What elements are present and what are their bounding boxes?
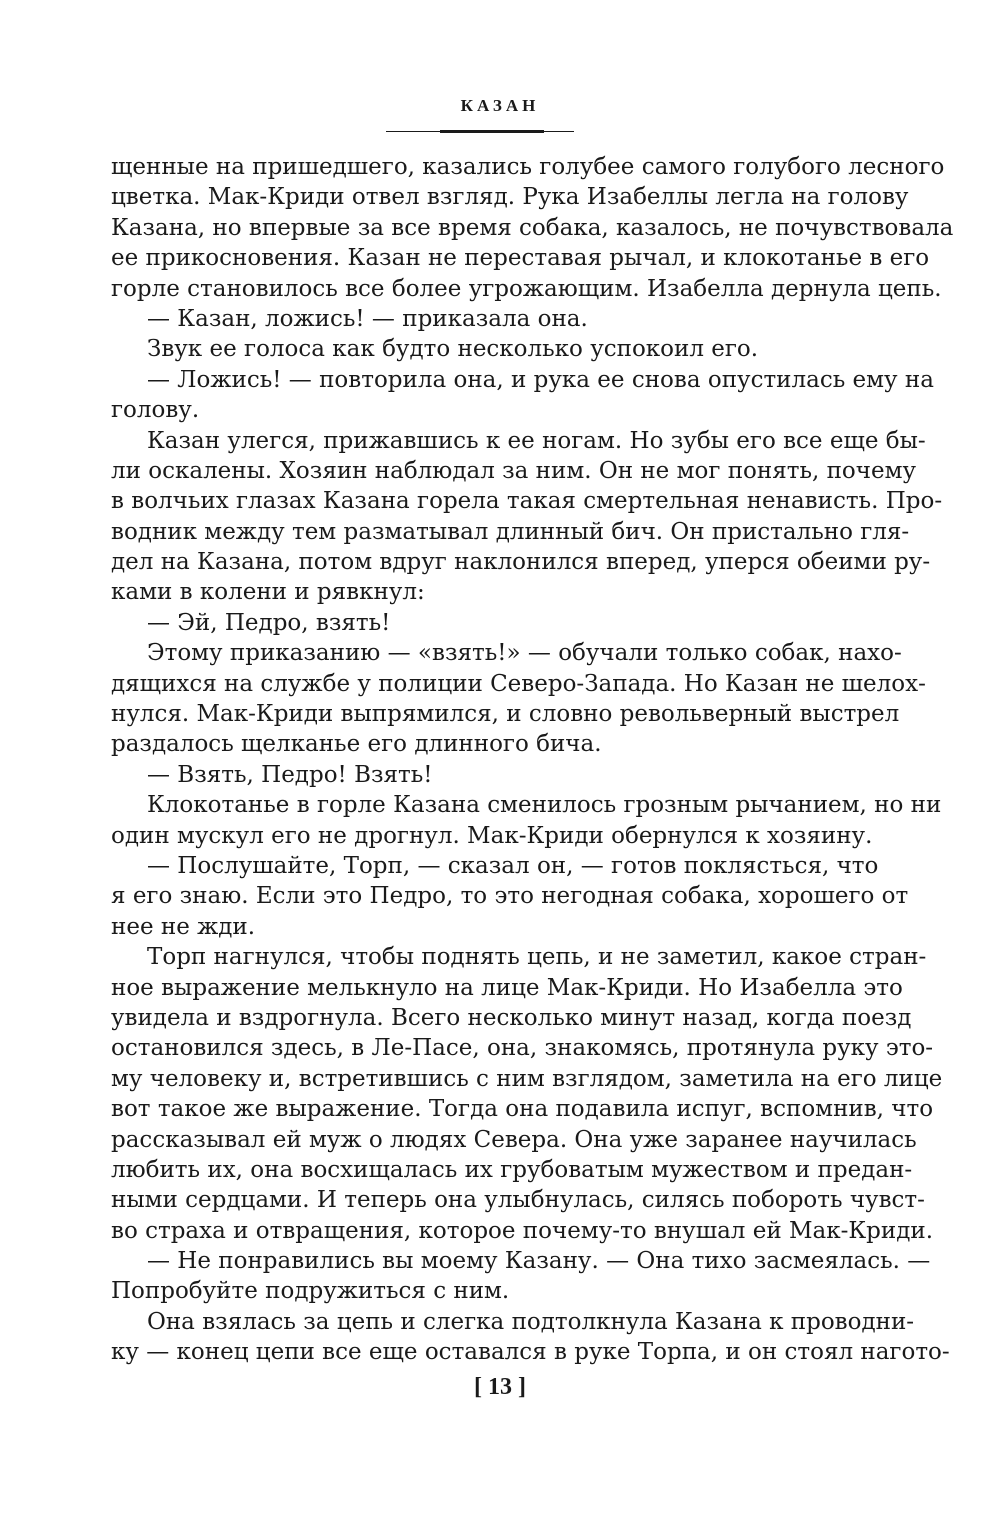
text-line: дящихся на службе у полиции Северо-Запада. Но Казан не шелох- bbox=[111, 670, 926, 697]
text-line: рассказывал ей муж о людях Севера. Она уже заранее научилась bbox=[111, 1126, 917, 1153]
text-line: один мускул его не дрогнул. Мак-Криди обернулся к хозяину. bbox=[111, 822, 873, 849]
text-line: горле становилось все более угрожающим. Изабелла дернула цепь. bbox=[111, 275, 942, 302]
text-line: нулся. Мак-Криди выпрямился, и словно револьверный выстрел bbox=[111, 701, 900, 728]
text-line: увидела и вздрогнула. Всего несколько минут назад, когда поезд bbox=[111, 1004, 912, 1031]
text-line: Она взялась за цепь и слегка подтолкнула Казана к проводни- bbox=[147, 1308, 915, 1335]
text-line: ными сердцами. И теперь она улыбнулась, силясь побороть чувст- bbox=[111, 1187, 925, 1214]
text-line: голову. bbox=[111, 397, 200, 424]
text-line: я его знаю. Если это Педро, то это негодная собака, хорошего от bbox=[111, 883, 909, 910]
text-line: цветка. Мак-Криди отвел взгляд. Рука Изабеллы легла на голову bbox=[111, 184, 909, 211]
body-text bbox=[111, 152, 954, 1368]
page-number: [ 13 ] bbox=[474, 1374, 526, 1400]
text-line: — Эй, Педро, взять! bbox=[147, 609, 391, 636]
text-line: водник между тем разматывал длинный бич. Он пристально гля- bbox=[111, 518, 910, 545]
text-line: остановился здесь, в Ле-Пасе, она, знакомясь, протянула руку это- bbox=[111, 1035, 934, 1062]
text-line: му человеку и, встретившись с ним взглядом, заметила на его лице bbox=[111, 1065, 943, 1092]
text-line: в волчьих глазах Казана горела такая смертельная ненависть. Про- bbox=[111, 488, 943, 515]
text-line: ли оскалены. Хозяин наблюдал за ним. Он не мог понять, почему bbox=[111, 457, 916, 484]
text-line: — Взять, Педро! Взять! bbox=[147, 761, 433, 788]
text-line: — Послушайте, Торп, — сказал он, — готов поклясться, что bbox=[147, 852, 879, 879]
text-line: Клокотанье в горле Казана сменилось грозным рычанием, но ни bbox=[147, 792, 942, 819]
text-line: во страха и отвращения, которое почему-то внушал ей Мак-Криди. bbox=[111, 1217, 934, 1244]
text-line: ку — конец цепи все еще оставался в руке Торпа, и он стоял нагото- bbox=[111, 1339, 950, 1366]
text-line: щенные на пришедшего, казались голубее самого голубого лесного bbox=[111, 154, 945, 180]
text-line: вот такое же выражение. Тогда она подавила испуг, вспомнив, что bbox=[111, 1096, 934, 1123]
text-line: дел на Казана, потом вдруг наклонился вперед, уперся обеими ру- bbox=[111, 549, 931, 576]
text-line: любить их, она восхищалась их грубоватым мужеством и предан- bbox=[111, 1156, 913, 1183]
text-line: Звук ее голоса как будто несколько успокоил его. bbox=[147, 336, 759, 363]
text-line: — Ложись! — повторила она, и рука ее снова опустилась ему на bbox=[147, 366, 934, 393]
text-line: Этому приказанию — «взять!» — обучали только собак, нахо- bbox=[147, 640, 902, 667]
text-line: ками в колени и рявкнул: bbox=[111, 579, 425, 606]
text-line: Попробуйте подружиться с ним. bbox=[111, 1278, 510, 1305]
text-line: ее прикосновения. Казан не переставая рычал, и клокотанье в его bbox=[111, 245, 930, 272]
text-line: нее не жди. bbox=[111, 913, 256, 940]
text-line: Казан улегся, прижавшись к ее ногам. Но зубы его все еще бы- bbox=[147, 427, 926, 454]
text-line: — Казан, ложись! — приказала она. bbox=[147, 305, 588, 332]
text-line: ное выражение мелькнуло на лице Мак-Криди. Но Изабелла это bbox=[111, 974, 903, 1001]
text-line: раздалось щелканье его длинного бича. bbox=[111, 731, 602, 758]
text-line: Торп нагнулся, чтобы поднять цепь, и не заметил, какое стран- bbox=[147, 944, 927, 971]
running-head: КАЗАН bbox=[460, 96, 540, 115]
text-line: Казана, но впервые за все время собака, казалось, не почувствовала bbox=[111, 214, 954, 241]
text-line: — Не понравились вы моему Казану. — Она тихо засмеялась. — bbox=[147, 1248, 931, 1275]
header-rule-accent bbox=[440, 130, 544, 133]
